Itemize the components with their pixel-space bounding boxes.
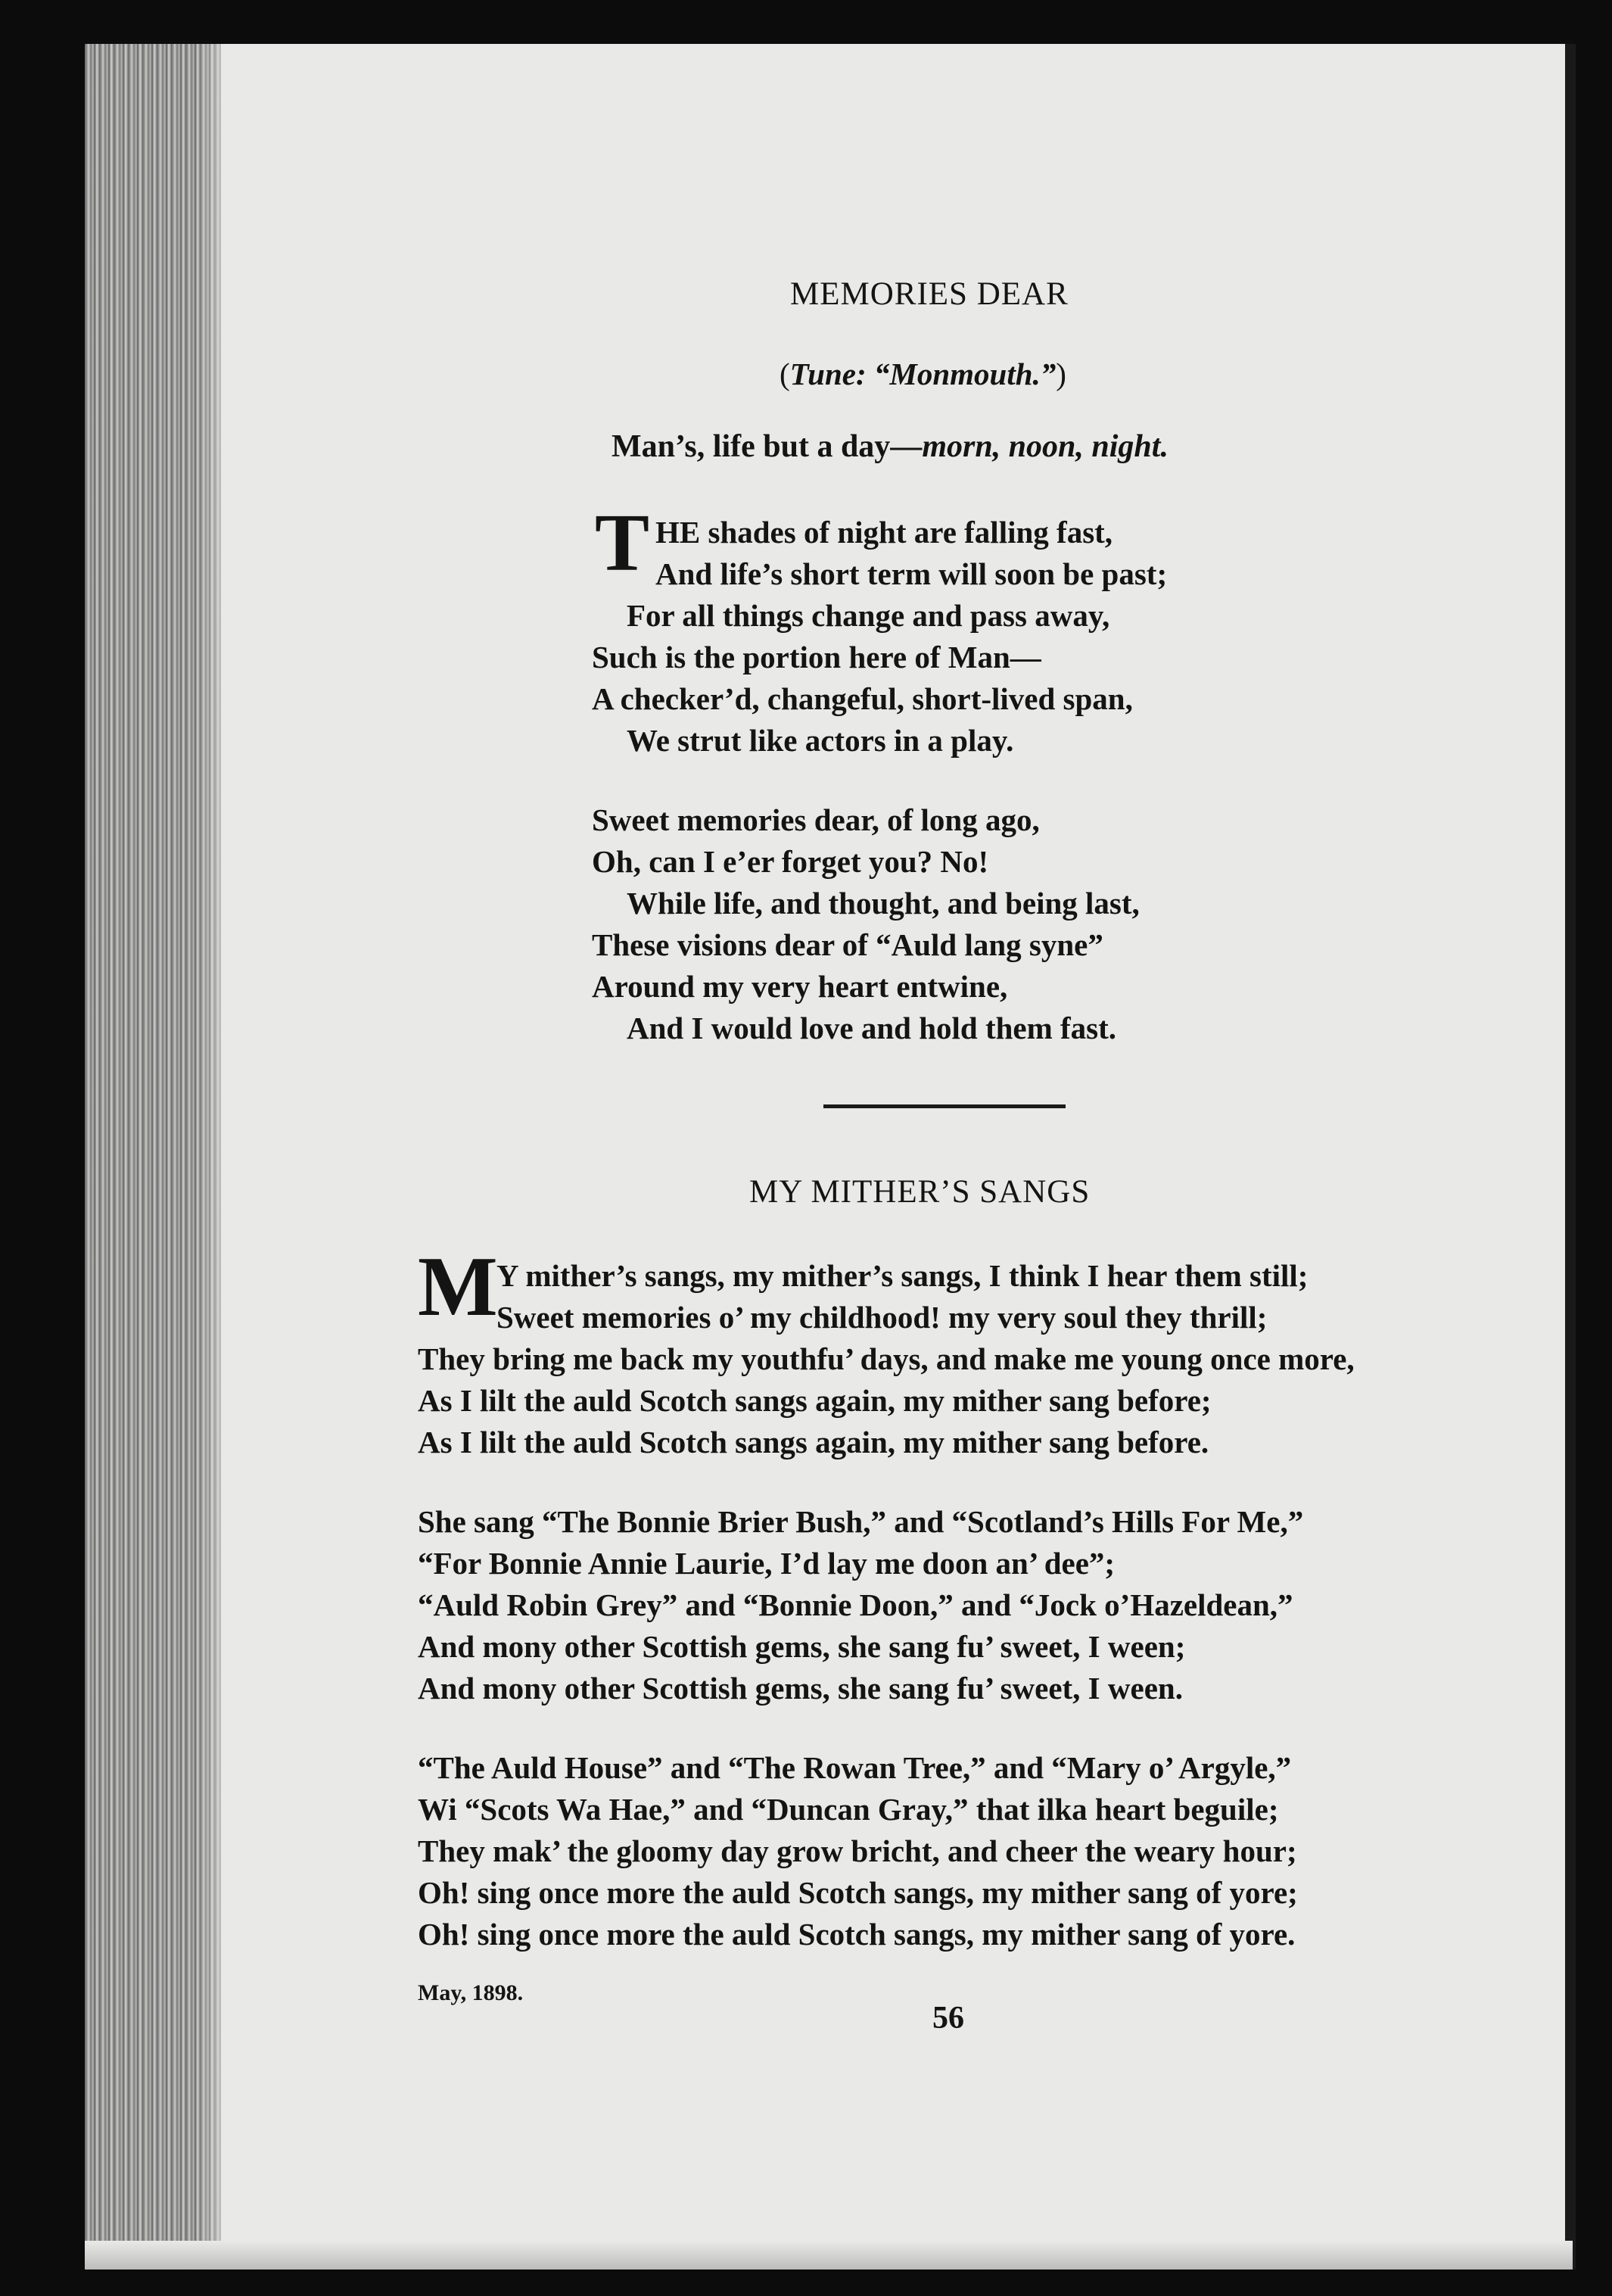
- verse-line: While life, and thought, and being last,: [627, 886, 1140, 921]
- verse-line: They bring me back my youthfu’ days, and make me young once more,: [418, 1341, 1355, 1376]
- verse-line: Oh! sing once more the auld Scotch sangs, my mither sang of yore;: [418, 1875, 1298, 1910]
- page-number: 56: [932, 2001, 964, 2036]
- drop-cap: M: [418, 1240, 498, 1334]
- verse-line: And mony other Scottish gems, she sang fu’ sweet, I ween;: [418, 1629, 1186, 1664]
- verse-line: “The Auld House” and “The Rowan Tree,” and “Mary o’ Argyle,”: [418, 1750, 1292, 1785]
- verse-line: And I would love and hold them fast.: [627, 1011, 1117, 1045]
- poem-date: May, 1898.: [418, 1980, 524, 2005]
- verse-line: And life’s short term will soon be past;: [655, 556, 1168, 591]
- verse-line: As I lilt the auld Scotch sangs again, my mither sang before;: [418, 1383, 1212, 1418]
- verse-line: Sweet memories dear, of long ago,: [592, 802, 1040, 837]
- verse-line: As I lilt the auld Scotch sangs again, my mither sang before.: [418, 1425, 1209, 1460]
- verse-line: Around my very heart entwine,: [592, 969, 1008, 1004]
- verse-line: Oh, can I e’er forget you? No!: [592, 844, 989, 879]
- tune-line: [780, 356, 1066, 392]
- verse-line: “For Bonnie Annie Laurie, I’d lay me doon an’ dee”;: [418, 1546, 1116, 1581]
- verse-line: For all things change and pass away,: [627, 598, 1110, 633]
- verse-line: Sweet memories o’ my childhood! my very soul they thrill;: [496, 1300, 1268, 1335]
- drop-cap: T: [595, 498, 650, 588]
- poem-title: MEMORIES DEAR: [790, 276, 1069, 312]
- motto-italic: morn, noon, night.: [922, 429, 1169, 464]
- section-divider: [823, 1104, 1066, 1108]
- page-bottom-strip: [85, 2241, 1573, 2270]
- verse-line: Oh! sing once more the auld Scotch sangs, my mither sang of yore.: [418, 1917, 1296, 1952]
- page-right-shadow: [1565, 44, 1576, 2270]
- verse-line: A checker’d, changeful, short-lived span,: [592, 681, 1133, 716]
- verse-line: We strut like actors in a play.: [627, 723, 1014, 758]
- verse-line: And mony other Scottish gems, she sang fu’ sweet, I ween.: [418, 1671, 1183, 1706]
- page-edges-fade: [197, 44, 242, 2270]
- poem-title: MY MITHER’S SANGS: [749, 1174, 1091, 1210]
- verse-line: HE shades of night are falling fast,: [655, 515, 1113, 550]
- tune-label: Tune: “Monmouth.”: [789, 357, 1057, 391]
- verse-line: Wi “Scots Wa Hae,” and “Duncan Gray,” that ilka heart beguile;: [418, 1792, 1279, 1827]
- verse-line: “Auld Robin Grey” and “Bonnie Doon,” and “Jock o’Hazeldean,”: [418, 1587, 1293, 1622]
- motto-line: [612, 428, 1169, 465]
- tune-open: (: [780, 357, 790, 391]
- verse-line: Such is the portion here of Man—: [592, 640, 1041, 674]
- verse-line: Y mither’s sangs, my mither’s sangs, I think I hear them still;: [496, 1258, 1309, 1293]
- verse-line: She sang “The Bonnie Brier Bush,” and “Scotland’s Hills For Me,”: [418, 1504, 1304, 1539]
- verse-line: They mak’ the gloomy day grow bricht, and cheer the weary hour;: [418, 1833, 1297, 1868]
- motto-plain: Man’s, life but a day—: [612, 429, 923, 464]
- verse-line: These visions dear of “Auld lang syne”: [592, 927, 1103, 962]
- tune-close: ): [1056, 357, 1066, 391]
